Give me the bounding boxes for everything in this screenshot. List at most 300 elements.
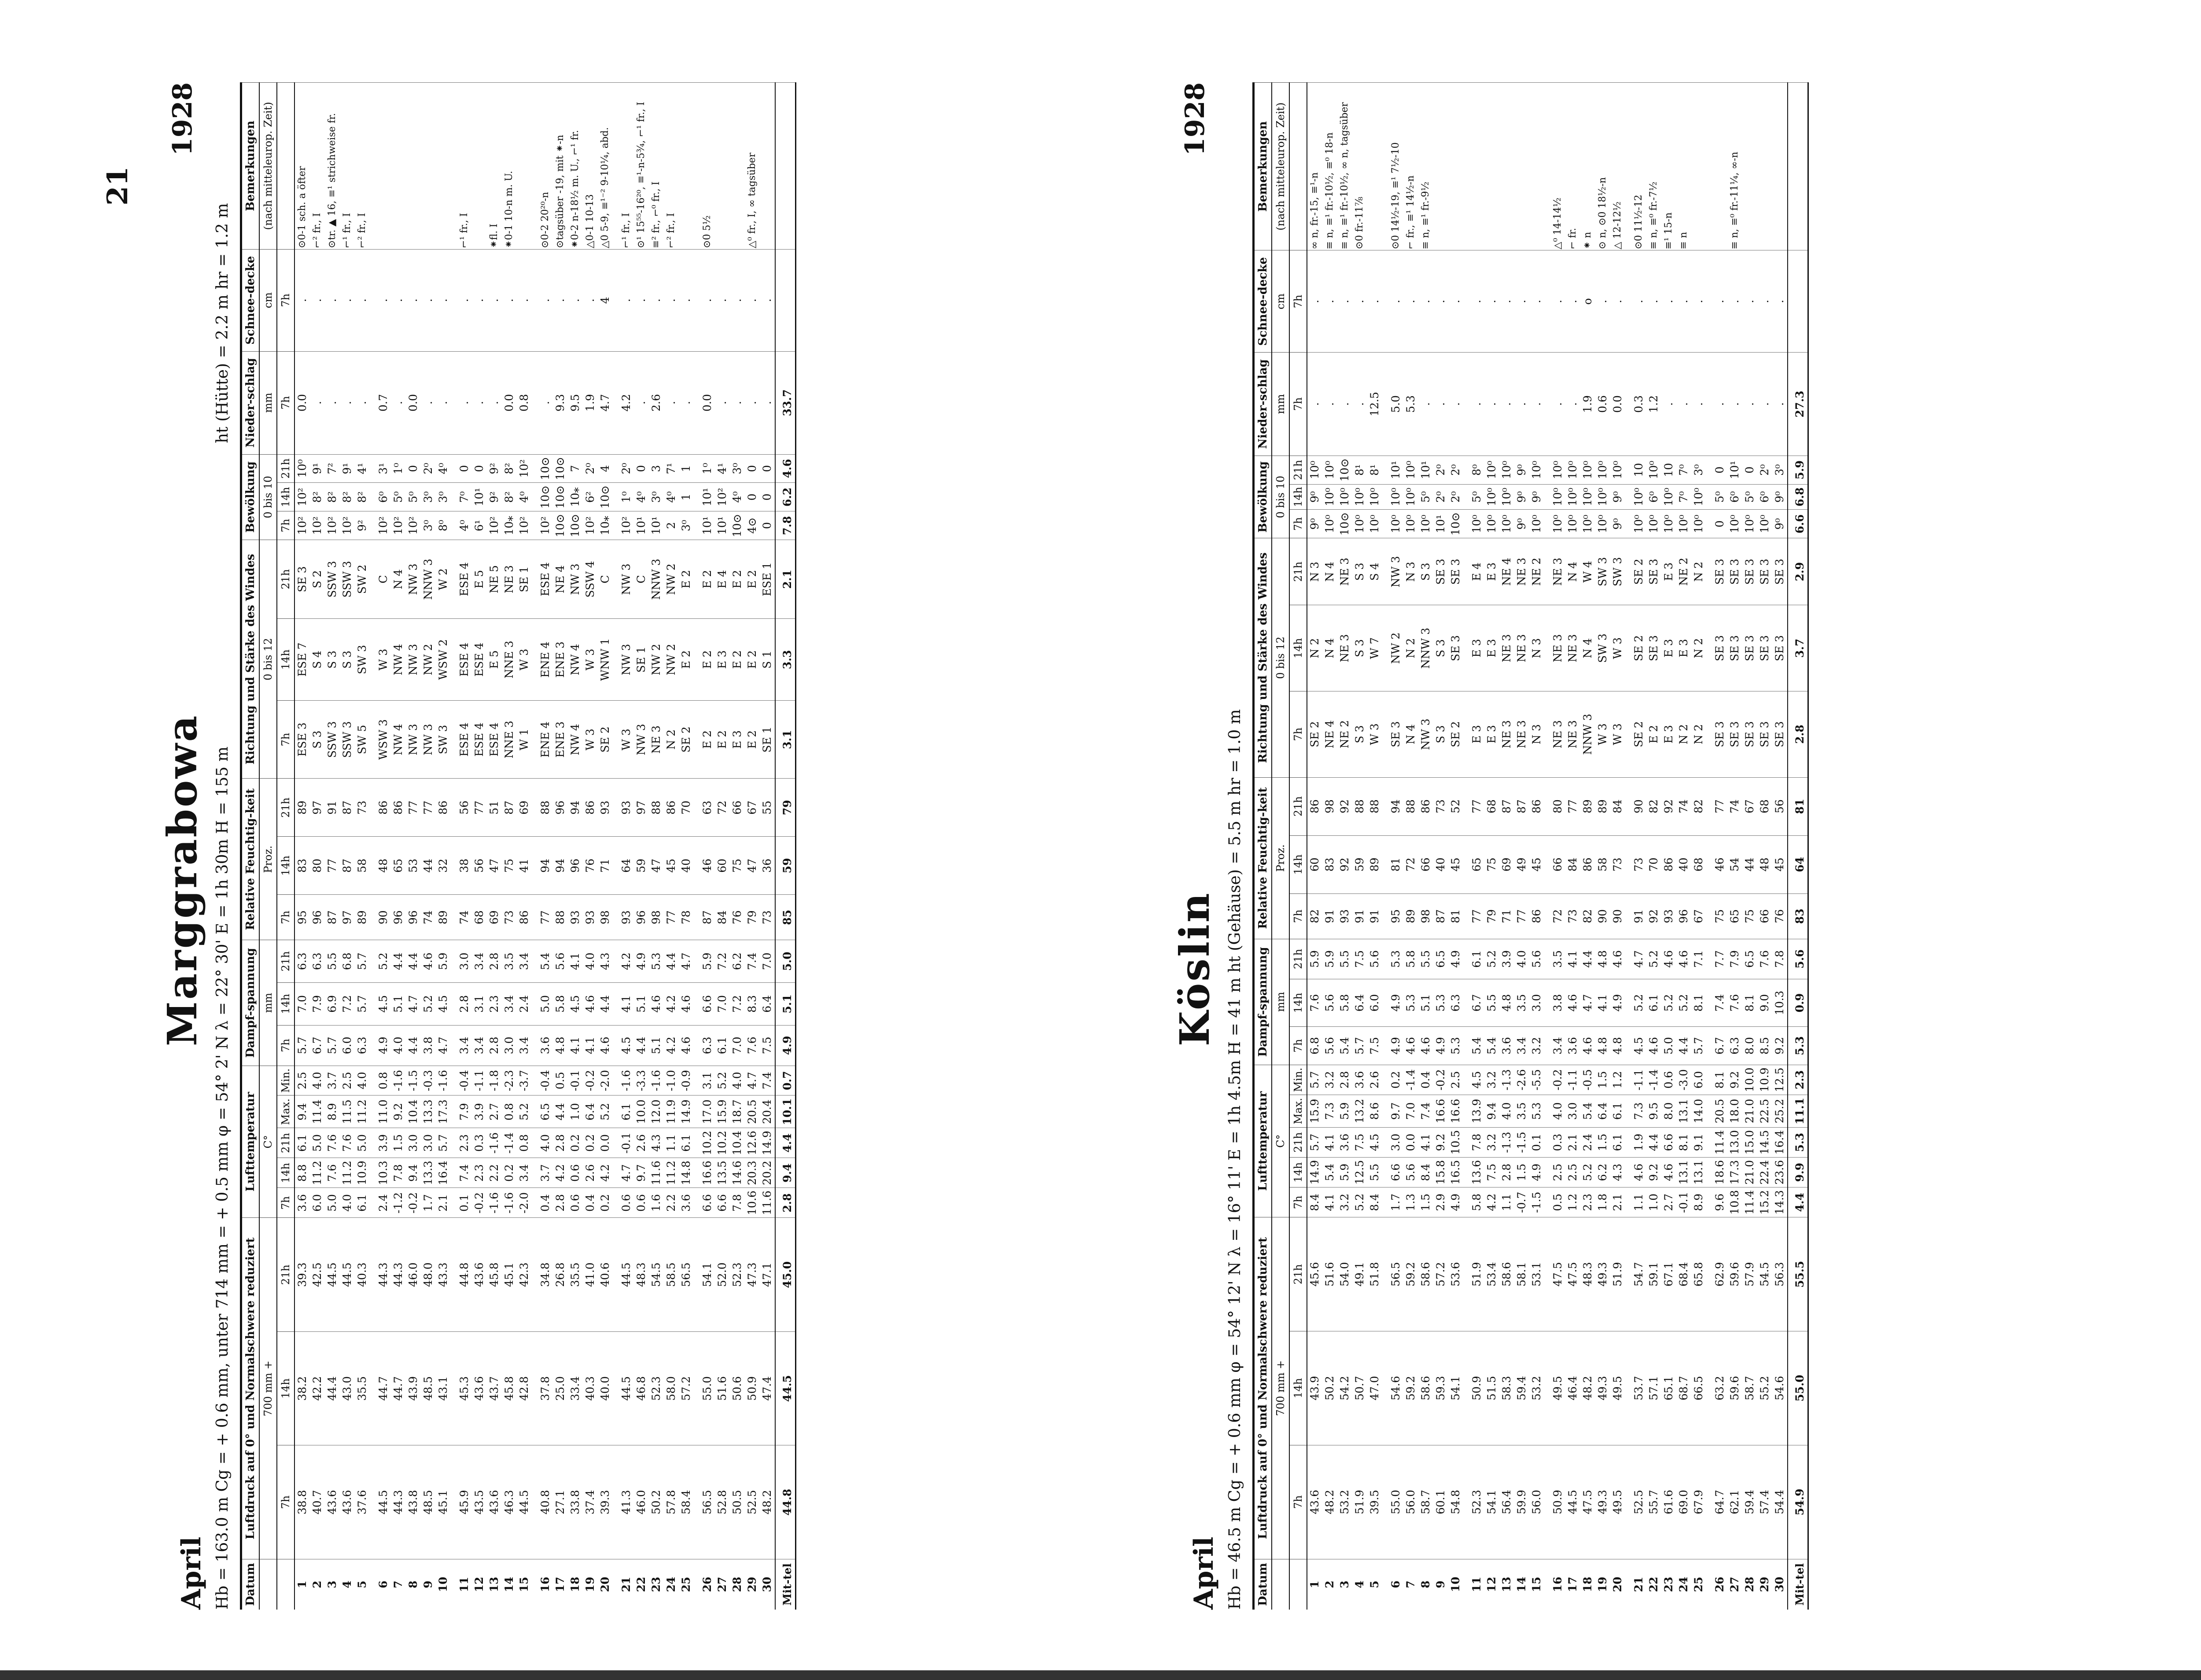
wind-cell: C: [598, 540, 613, 618]
temp-min-cell: 0.4: [1418, 1065, 1433, 1095]
table-row: [1418, 83, 1433, 1610]
vapour-cell: 3.8: [1544, 979, 1565, 1026]
cloud-cell: 10⁰: [1565, 510, 1580, 538]
cloud-cell: 10⁰: [1367, 510, 1382, 538]
wind-cell: C: [370, 540, 391, 618]
vapour-cell: 5.7: [294, 1025, 310, 1066]
temp-min-cell: 2.6: [1367, 1065, 1382, 1095]
humidity-cell: 73: [1610, 835, 1625, 893]
wind-cell: NNE 3: [502, 619, 517, 701]
temp-cell: 3.6: [1337, 1127, 1352, 1157]
unit-header: [259, 1559, 277, 1610]
pressure-cell: 52.3: [730, 1218, 745, 1331]
pressure-cell: 39.5: [1367, 1445, 1382, 1559]
wind-cell: W 7: [1367, 605, 1382, 691]
wind-cell: S 3: [325, 619, 340, 701]
temp-max-cell: 11.4: [310, 1095, 325, 1128]
time-header: 14h: [277, 619, 294, 701]
temp-cell: 5.5: [1367, 1158, 1382, 1187]
pressure-cell: 51.6: [715, 1331, 730, 1445]
temp-cell: 6.1: [1610, 1127, 1625, 1157]
vapour-cell: 6.3: [1727, 1027, 1742, 1065]
humidity-cell: 88: [532, 779, 553, 837]
wind-cell: NE 3: [649, 701, 664, 779]
temp-max-cell: 1.0: [568, 1095, 583, 1128]
cloud-cell: 10⁰: [1625, 484, 1646, 509]
day-cell: 9: [421, 1559, 436, 1610]
temp-cell: 14.8: [679, 1158, 694, 1188]
humidity-cell: 54: [1727, 835, 1742, 893]
cloud-cell: 4⊙: [745, 511, 760, 540]
pressure-cell: 39.3: [294, 1218, 310, 1331]
wind-cell: N 2: [1691, 605, 1706, 691]
cloud-cell: 10⁰: [1595, 484, 1610, 509]
scan-edge: [0, 1670, 2201, 1680]
precip-cell: .: [1307, 353, 1322, 456]
wind-cell: ENE 3: [553, 701, 568, 779]
precip-cell: 1.9: [1580, 353, 1595, 456]
vapour-cell: 3.4: [517, 1025, 532, 1066]
cloud-cell: 2⁰: [1448, 484, 1463, 509]
day-cell: 21: [613, 1559, 634, 1610]
humidity-cell: 89: [1580, 777, 1595, 835]
precip-cell: .: [1676, 353, 1691, 456]
humidity-cell: 83: [1322, 835, 1337, 893]
temp-cell: 8.1: [1676, 1127, 1691, 1157]
remarks-cell: [730, 83, 745, 250]
pressure-cell: 43.7: [487, 1331, 502, 1445]
cloud-cell: 10⁰: [1727, 510, 1742, 538]
precip-cell: .: [634, 351, 649, 454]
vapour-cell: 7.0: [730, 1025, 745, 1066]
precip-cell: 27.3: [1788, 353, 1808, 456]
temp-cell: 9.2: [1433, 1127, 1448, 1157]
humidity-cell: 75: [502, 837, 517, 895]
temp-min-cell: 0.2: [1382, 1065, 1403, 1095]
vapour-cell: 5.5: [1337, 939, 1352, 979]
unit-header: 0 bis 12: [1272, 538, 1289, 777]
temp-max-cell: 7.4: [1418, 1095, 1433, 1127]
wind-cell: 3.3: [775, 619, 796, 701]
vapour-cell: 3.6: [532, 1025, 553, 1066]
temp-cell: 4.1: [1322, 1187, 1337, 1217]
temp-cell: 7.8: [730, 1188, 745, 1218]
precip-cell: .: [745, 351, 760, 454]
pressure-cell: 49.5: [1544, 1331, 1565, 1445]
humidity-cell: 58: [1595, 835, 1610, 893]
wind-cell: SW 5: [355, 701, 370, 779]
humidity-cell: 92: [1646, 893, 1661, 939]
remarks-cell: [1433, 83, 1448, 250]
wind-cell: NW 2: [649, 619, 664, 701]
wind-cell: E 3: [1463, 691, 1484, 777]
vapour-cell: 4.2: [664, 1025, 679, 1066]
time-header: Min.: [277, 1066, 294, 1095]
time-header: 7h: [277, 895, 294, 940]
precip-cell: .: [1322, 353, 1337, 456]
day-cell: 6: [1382, 1559, 1403, 1610]
temp-min-cell: -1.4: [1646, 1065, 1661, 1095]
vapour-cell: 9.0: [1757, 979, 1772, 1026]
wind-cell: NE 3: [1544, 691, 1565, 777]
day-cell: Mit-tel: [775, 1559, 796, 1610]
vapour-cell: 5.2: [421, 982, 436, 1025]
temp-cell: 4.2: [598, 1158, 613, 1188]
temp-min-cell: -2.6: [1514, 1065, 1529, 1095]
temp-max-cell: 3.0: [1565, 1095, 1580, 1127]
day-cell: 13: [487, 1559, 502, 1610]
temp-min-cell: -0.4: [532, 1066, 553, 1095]
temp-cell: 20.2: [760, 1158, 775, 1188]
humidity-cell: 76: [583, 837, 598, 895]
humidity-cell: 56: [451, 779, 472, 837]
vapour-cell: 5.3: [1433, 979, 1448, 1026]
year-label: 1928: [1180, 82, 1211, 156]
wind-cell: NE 4: [1322, 691, 1337, 777]
wind-cell: ESE 1: [760, 540, 775, 618]
temp-cell: 8.8: [294, 1158, 310, 1188]
pressure-cell: 50.2: [649, 1445, 664, 1559]
temp-cell: 4.6: [1625, 1158, 1646, 1187]
temp-cell: 1.8: [1595, 1187, 1610, 1217]
pressure-cell: 53.2: [1529, 1331, 1544, 1445]
day-cell: 20: [598, 1559, 613, 1610]
table-row: [391, 83, 406, 1610]
cloud-cell: 9⁰: [1610, 484, 1625, 509]
wind-cell: NE 4: [553, 540, 568, 618]
cloud-cell: 10⁰: [1337, 484, 1352, 509]
pressure-cell: 49.3: [1595, 1445, 1610, 1559]
wind-cell: W 3: [1367, 691, 1382, 777]
pressure-cell: 56.5: [679, 1218, 694, 1331]
snow-cell: .: [1448, 250, 1463, 353]
humidity-cell: 73: [355, 779, 370, 837]
temp-cell: 13.1: [1676, 1158, 1691, 1187]
time-header: 14h: [1289, 835, 1307, 893]
pressure-cell: 44.5: [325, 1218, 340, 1331]
temp-cell: -1.5: [1529, 1187, 1544, 1217]
pressure-cell: 38.2: [294, 1331, 310, 1445]
pressure-cell: 44.5: [775, 1331, 796, 1445]
temp-cell: 10.9: [355, 1158, 370, 1188]
wind-cell: N 3: [1403, 538, 1418, 605]
humidity-cell: 77: [1463, 777, 1484, 835]
pressure-cell: 50.9: [745, 1331, 760, 1445]
pressure-cell: 44.8: [775, 1445, 796, 1559]
pressure-cell: 55.0: [694, 1331, 715, 1445]
vapour-cell: 4.5: [436, 982, 451, 1025]
temp-cell: 4.3: [649, 1128, 664, 1158]
cloud-cell: 9¹: [310, 454, 325, 483]
humidity-cell: 44: [421, 837, 436, 895]
temp-min-cell: -1.6: [649, 1066, 664, 1095]
cloud-cell: 6.8: [1788, 484, 1808, 509]
temp-cell: 4.9: [1448, 1187, 1463, 1217]
table-row: [715, 83, 730, 1610]
humidity-cell: 92: [1337, 777, 1352, 835]
cloud-cell: 10²: [583, 511, 598, 540]
wind-cell: S 3: [1433, 691, 1448, 777]
humidity-cell: 86: [436, 779, 451, 837]
day-cell: 7: [1403, 1559, 1418, 1610]
temp-cell: -1.2: [391, 1188, 406, 1218]
snow-cell: .: [745, 249, 760, 351]
temp-min-cell: -1.1: [472, 1066, 487, 1095]
wind-cell: N 4: [1322, 538, 1337, 605]
day-cell: 16: [1544, 1559, 1565, 1610]
vapour-cell: 2.8: [487, 1025, 502, 1066]
time-header: 21h: [1289, 538, 1307, 605]
temp-cell: 2.7: [1661, 1187, 1676, 1217]
humidity-cell: 70: [1646, 835, 1661, 893]
temp-max-cell: 12.0: [649, 1095, 664, 1128]
temp-min-cell: -2.3: [502, 1066, 517, 1095]
precip-cell: .: [679, 351, 694, 454]
humidity-cell: 74: [451, 895, 472, 940]
day-cell: 28: [1742, 1559, 1757, 1610]
temp-min-cell: 10.9: [1757, 1065, 1772, 1095]
pressure-cell: 59.6: [1727, 1217, 1742, 1331]
snow-cell: .: [472, 249, 487, 351]
wind-cell: NW 4: [391, 701, 406, 779]
humidity-cell: 89: [436, 895, 451, 940]
pressure-cell: 45.3: [451, 1331, 472, 1445]
mean-row: [775, 83, 796, 1610]
temp-cell: 15.8: [1433, 1158, 1448, 1187]
temp-min-cell: 2.3: [1788, 1065, 1808, 1095]
pressure-cell: 44.5: [613, 1331, 634, 1445]
remarks-cell: [775, 83, 796, 250]
cloud-cell: 10²: [613, 511, 634, 540]
day-cell: 11: [1463, 1559, 1484, 1610]
pressure-cell: 51.9: [1610, 1217, 1625, 1331]
station-meta: Hb = 46.5 m Cg = + 0.6 mm φ = 54° 12' N λ = 16° 11' E = 1h 4.5m H = 41 m ht (Gehäuse) = 5.5 m hr = 1.0 m: [1226, 709, 1244, 1610]
table-row: [649, 83, 664, 1610]
vapour-cell: 4.6: [1418, 1027, 1433, 1065]
wind-cell: NW 3: [613, 540, 634, 618]
cloud-cell: 1⁰: [613, 483, 634, 511]
temp-min-cell: 1.2: [1610, 1065, 1625, 1095]
humidity-cell: 64: [613, 837, 634, 895]
temp-max-cell: 7.3: [1625, 1095, 1646, 1127]
snow-cell: .: [1433, 250, 1448, 353]
remarks-cell: ⌐¹ fr., I: [340, 83, 355, 250]
remarks-cell: ⌐² fr., I: [355, 83, 370, 250]
wind-cell: NE 3: [502, 540, 517, 618]
cloud-cell: 0: [472, 454, 487, 483]
pressure-cell: 49.5: [1610, 1331, 1625, 1445]
time-header: 7h: [1289, 1187, 1307, 1217]
wind-cell: E 3: [1661, 538, 1676, 605]
vapour-cell: 4.6: [1610, 939, 1625, 979]
temp-cell: 4.2: [553, 1158, 568, 1188]
time-header: 14h: [1289, 605, 1307, 691]
unit-header: 0 bis 10: [1272, 456, 1289, 538]
cloud-cell: 10⁰: [1565, 484, 1580, 509]
pressure-cell: 55.0: [1788, 1331, 1808, 1445]
cloud-cell: 10⊙: [553, 483, 568, 511]
day-cell: 3: [1337, 1559, 1352, 1610]
humidity-cell: 91: [1322, 893, 1337, 939]
cloud-cell: 8⁰: [1463, 456, 1484, 484]
temp-cell: 4.4: [1646, 1127, 1661, 1157]
wind-cell: W 3: [613, 701, 634, 779]
vapour-cell: 5.9: [1307, 939, 1322, 979]
vapour-cell: 4.9: [1382, 979, 1403, 1026]
pressure-cell: 65.1: [1661, 1331, 1676, 1445]
temp-cell: 12.6: [745, 1128, 760, 1158]
humidity-cell: 88: [649, 779, 664, 837]
humidity-cell: 77: [325, 837, 340, 895]
humidity-cell: 80: [1544, 777, 1565, 835]
time-header: Min.: [1289, 1065, 1307, 1095]
temp-cell: 2.6: [583, 1158, 598, 1188]
humidity-cell: 87: [502, 779, 517, 837]
table-row: [1367, 83, 1382, 1610]
snow-cell: .: [613, 249, 634, 351]
wind-cell: SE 2: [1625, 691, 1646, 777]
snow-cell: 4: [598, 249, 613, 351]
wind-cell: E 2: [745, 619, 760, 701]
cloud-cell: 10²: [310, 511, 325, 540]
wind-cell: NW 2: [664, 540, 679, 618]
wind-cell: ESE 4: [451, 619, 472, 701]
temp-max-cell: 5.3: [1529, 1095, 1544, 1127]
wind-cell: SSW 3: [340, 540, 355, 618]
vapour-cell: 5.4: [532, 940, 553, 983]
vapour-cell: 10.3: [1772, 979, 1788, 1026]
time-header: 7h: [1289, 893, 1307, 939]
pressure-cell: 47.3: [745, 1218, 760, 1331]
humidity-cell: 86: [1661, 835, 1676, 893]
snow-cell: .: [517, 249, 532, 351]
pressure-cell: 68.7: [1676, 1331, 1691, 1445]
temp-cell: 17.3: [1727, 1158, 1742, 1187]
temp-cell: 4.2: [1484, 1187, 1499, 1217]
precip-cell: 0.0: [294, 351, 310, 454]
wind-cell: NNW 3: [649, 540, 664, 618]
cloud-cell: 9⁰: [1307, 510, 1322, 538]
humidity-cell: 78: [679, 895, 694, 940]
temp-cell: 8.4: [1367, 1187, 1382, 1217]
temp-cell: 13.0: [1727, 1127, 1742, 1157]
cloud-cell: 8¹: [1367, 456, 1382, 484]
vapour-cell: 6.3: [294, 940, 310, 983]
snow-cell: .: [583, 249, 598, 351]
cloud-cell: 9⁰: [1610, 510, 1625, 538]
wind-cell: N 4: [1322, 605, 1337, 691]
pressure-cell: 56.5: [694, 1445, 715, 1559]
remarks-cell: ⁕fl. I: [487, 83, 502, 250]
wind-cell: SE 3: [1742, 538, 1757, 605]
wind-cell: N 4: [1403, 691, 1418, 777]
cloud-cell: 10⁰: [1322, 484, 1337, 509]
vapour-cell: 7.2: [715, 940, 730, 983]
cloud-cell: 10¹: [1382, 456, 1403, 484]
vapour-cell: 5.7: [325, 1025, 340, 1066]
temp-min-cell: -1.1: [1565, 1065, 1580, 1095]
remarks-cell: △⁰ 14-14½: [1544, 83, 1565, 250]
humidity-cell: 98: [649, 895, 664, 940]
vapour-cell: 6.8: [1307, 1027, 1322, 1065]
humidity-cell: 88: [1367, 777, 1382, 835]
humidity-cell: 91: [1352, 893, 1367, 939]
cloud-cell: 5⁰: [1463, 484, 1484, 509]
table-row: [1610, 83, 1625, 1610]
table-row: [1433, 83, 1448, 1610]
cloud-cell: 1: [679, 483, 694, 511]
table-row: [664, 83, 679, 1610]
cloud-cell: 10⁰: [1757, 510, 1772, 538]
pressure-cell: 48.2: [760, 1445, 775, 1559]
table-row: [1772, 83, 1788, 1610]
snow-cell: .: [406, 249, 421, 351]
humidity-cell: 86: [1529, 777, 1544, 835]
pressure-cell: 63.2: [1706, 1331, 1727, 1445]
vapour-cell: 4.1: [583, 1025, 598, 1066]
table-row: [730, 83, 745, 1610]
remarks-cell: ⊙0 5½: [694, 83, 715, 250]
pressure-cell: 44.5: [370, 1445, 391, 1559]
wind-cell: NW 3: [1382, 538, 1403, 605]
humidity-cell: 45: [1529, 835, 1544, 893]
snow-cell: .: [421, 249, 436, 351]
wind-cell: NE 3: [1514, 538, 1529, 605]
wind-cell: SE 3: [1706, 538, 1727, 605]
snow-cell: .: [1337, 250, 1352, 353]
cloud-cell: 10⁰: [1625, 510, 1646, 538]
cloud-cell: 8¹: [1352, 456, 1367, 484]
temp-cell: 10.2: [694, 1128, 715, 1158]
humidity-cell: 67: [1742, 777, 1757, 835]
temp-max-cell: 15.9: [1307, 1095, 1322, 1127]
humidity-cell: 73: [1433, 777, 1448, 835]
vapour-cell: 3.4: [472, 1025, 487, 1066]
cloud-cell: 2: [664, 511, 679, 540]
cloud-cell: 10: [1661, 456, 1676, 484]
vapour-cell: 7.6: [1307, 979, 1322, 1026]
pressure-cell: 42.8: [517, 1331, 532, 1445]
wind-cell: ESE 4: [532, 540, 553, 618]
temp-cell: 1.9: [1625, 1127, 1646, 1157]
pressure-cell: 44.3: [391, 1218, 406, 1331]
pressure-cell: 43.8: [406, 1445, 421, 1559]
pressure-cell: 54.1: [694, 1218, 715, 1331]
temp-max-cell: 8.9: [325, 1095, 340, 1128]
cloud-cell: 10⁰: [1595, 456, 1610, 484]
humidity-cell: 77: [664, 895, 679, 940]
wind-cell: ESE 4: [487, 701, 502, 779]
humidity-cell: 56: [1772, 777, 1788, 835]
col-feuchtigkeit-header: Relative Feuchtig-keit: [1254, 777, 1272, 939]
table-row: [370, 83, 391, 1610]
vapour-cell: 4.6: [1661, 939, 1676, 979]
cloud-cell: 0: [760, 483, 775, 511]
remarks-cell: ⁕0-1 10-n m. U.: [502, 83, 517, 250]
temp-max-cell: 13.1: [1676, 1095, 1691, 1127]
humidity-cell: 45: [1772, 835, 1788, 893]
wind-cell: W 4: [1580, 538, 1595, 605]
table-row: [1646, 83, 1661, 1610]
col-bemerkungen-header: Bemerkungen: [1254, 83, 1272, 250]
col-schneedecke-header: Schnee-decke: [1254, 250, 1272, 353]
vapour-cell: 4.6: [1646, 1027, 1661, 1065]
temp-max-cell: 16.6: [1448, 1095, 1463, 1127]
pressure-cell: 67.9: [1691, 1445, 1706, 1559]
humidity-cell: 70: [679, 779, 694, 837]
table-row: [1580, 83, 1595, 1610]
table-row: [1661, 83, 1676, 1610]
